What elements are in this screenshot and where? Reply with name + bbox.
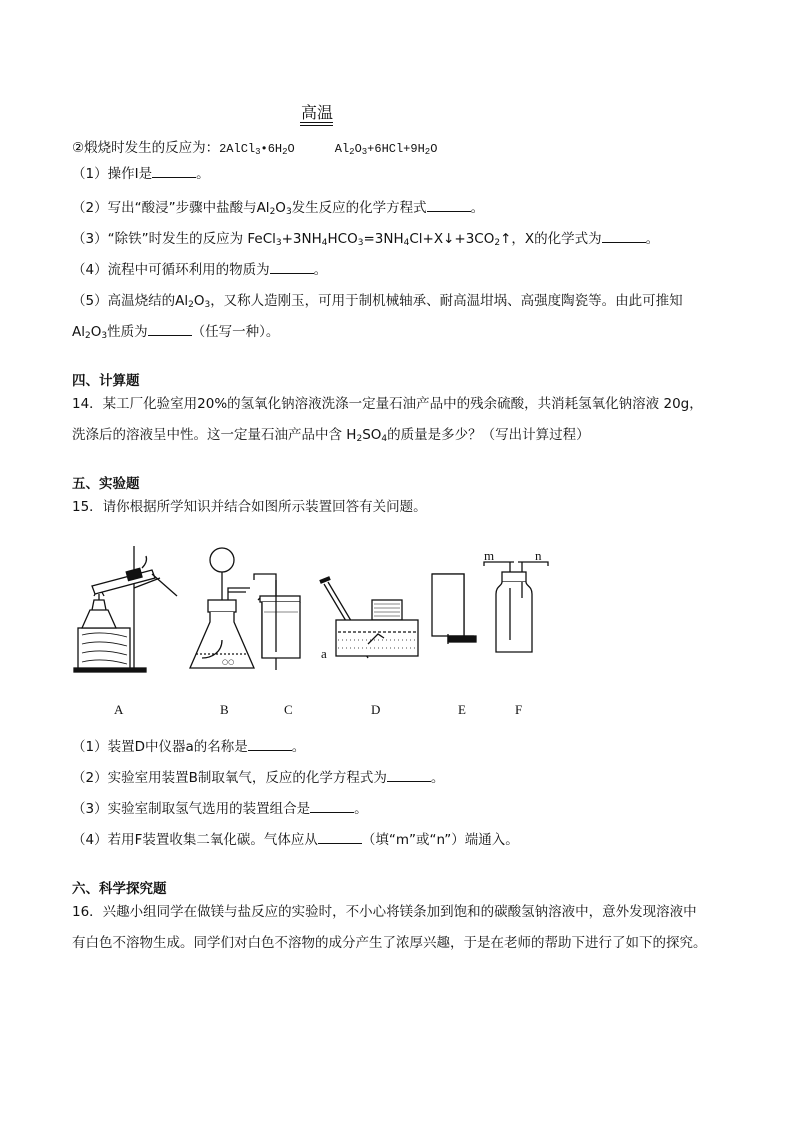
q13-sub2: （2）写出“酸浸”步骤中盐酸与$Al_2O_3$发生反应的化学方程式 。 (72, 200, 485, 217)
q15-sub2: （2）实验室用装置B制取氧气，反应的化学方程式为 。 (72, 770, 445, 786)
answer-blank[interactable] (248, 738, 292, 751)
figure-label-f: F (515, 702, 523, 717)
figure-label-c: C (284, 702, 293, 717)
apparatus-a (74, 546, 177, 672)
condition-line-1 (300, 122, 333, 123)
apparatus-c (254, 574, 300, 670)
svg-text:○○: ○○ (222, 658, 235, 666)
answer-blank[interactable] (318, 831, 362, 844)
q15-sub3: （3）实验室制取氢气选用的装置组合是 。 (72, 801, 368, 817)
apparatus-figure (72, 540, 552, 680)
apparatus-f (484, 562, 548, 652)
figure-label-e: E (458, 702, 466, 717)
section-6-title: 六、科学探究题 (72, 881, 167, 897)
calcination-reaction: ②煅烧时发生的反应为：$2AlCl_3•6H_2O$ $Al_2O_3+6HCl+9H_2O$ (72, 140, 438, 157)
apparatus-d (320, 578, 418, 658)
q13-sub5-line2: $Al_2O_3$性质为 （任写一种）。 (72, 324, 280, 341)
q14-line1: 14．某工厂化验室用20%的氢氧化钠溶液洗涤一定量石油产品中的残余硫酸，共消耗氢氧化钠溶液 20g， (72, 396, 703, 412)
q13-sub4: （4）流程中可循环利用的物质为 。 (72, 262, 328, 278)
q15-intro: 15．请你根据所学知识并结合如图所示装置回答有关问题。 (72, 499, 427, 515)
answer-blank[interactable] (602, 230, 646, 243)
label-m: m (484, 548, 495, 563)
apparatus-b (190, 548, 254, 668)
answer-blank[interactable] (310, 800, 354, 813)
reaction-condition: 高温 (301, 103, 334, 122)
answer-blank[interactable] (387, 769, 431, 782)
q15-sub4: （4）若用F装置收集二氧化碳。气体应从 （填“m”或“n”）端通入。 (72, 832, 519, 848)
label-n: n (535, 548, 542, 563)
answer-blank[interactable] (427, 199, 471, 212)
q15-sub1: （1）装置D中仪器a的名称是 。 (72, 739, 306, 755)
answer-blank[interactable] (148, 323, 192, 336)
section-5-title: 五、实验题 (72, 476, 140, 492)
figure-label-a: A (114, 702, 124, 717)
q13-sub5-line1: （5）高温烧结的$Al_2O_3$，又称人造刚玉，可用于制机械轴承、耐高温坩埚、高强度陶瓷等。由此可推知 (72, 293, 683, 310)
figure-label-b: B (220, 702, 229, 717)
apparatus-e (432, 574, 476, 644)
q13-sub1: （1）操作Ⅰ是 。 (72, 166, 210, 182)
figure-label-d: D (371, 702, 381, 717)
condition-line-2 (300, 125, 333, 126)
answer-blank[interactable] (270, 261, 314, 274)
q16-line2: 有白色不溶物生成。同学们对白色不溶物的成分产生了浓厚兴趣，于是在老师的帮助下进行了如下的探究。 (72, 935, 707, 951)
answer-blank[interactable] (152, 165, 196, 178)
section-4-title: 四、计算题 (72, 373, 140, 389)
q13-sub3: （3）“除铁”时发生的反应为 $FeCl_3+3NH_4HCO_3=3NH_4Cl+X↓+3CO_2↑$，X的化学式为 。 (72, 231, 660, 248)
q14-line2: 洗涤后的溶液呈中性。这一定量石油产品中含 $H_2SO_4$的质量是多少？（写出计算过程） (72, 427, 590, 444)
q16-line1: 16．兴趣小组同学在做镁与盐反应的实验时，不小心将镁条加到饱和的碳酸氢钠溶液中，意外发现溶液中 (72, 904, 697, 920)
label-a: a (321, 646, 327, 661)
